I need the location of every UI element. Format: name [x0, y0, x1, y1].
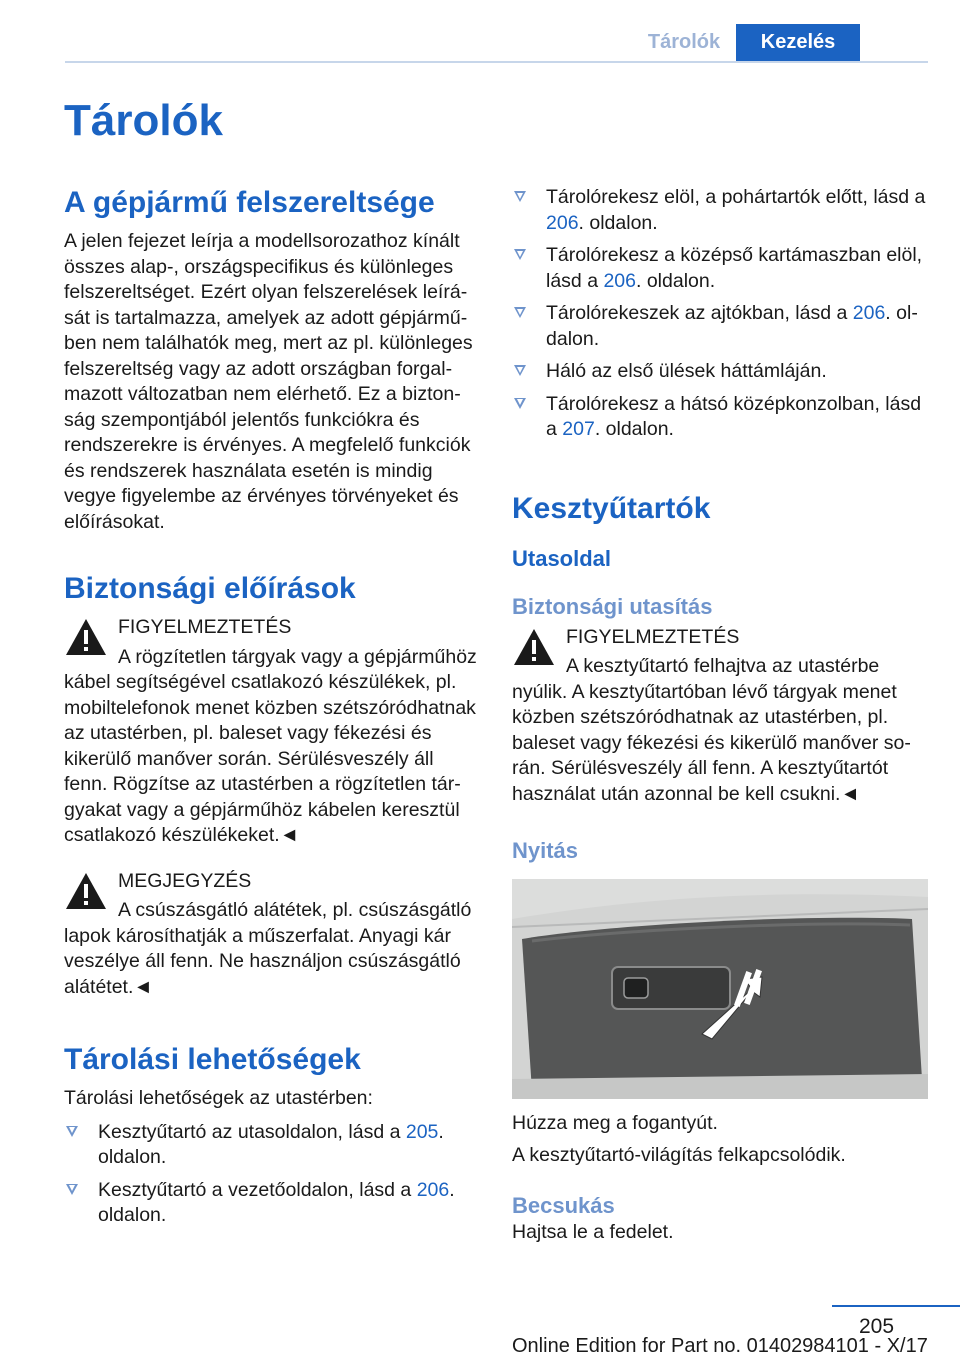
passenger-side-heading: Utasoldal — [512, 545, 612, 571]
page-number: 205 — [859, 1315, 895, 1338]
tab-chapter[interactable]: Kezelés — [736, 24, 860, 61]
page-title: Tárolók — [64, 96, 223, 145]
tab-section[interactable]: Tárolók — [647, 31, 721, 53]
left-column — [64, 185, 482, 1236]
warning-label: FIGYELMEZTETÉS — [566, 625, 740, 648]
warning-block — [64, 615, 482, 849]
safety-heading: Biztonsági előírások — [64, 572, 356, 605]
closing-heading: Becsukás — [512, 1193, 615, 1218]
bullet-triangle-icon — [514, 307, 526, 318]
bullet-triangle-icon — [514, 365, 526, 376]
list-item: Háló az első ülések háttámláján. — [512, 359, 930, 385]
storage-list-right — [512, 185, 930, 443]
closing-text: Hajtsa le a fedelet. — [512, 1221, 674, 1243]
equipment-paragraph: A jelen fejezet leírja a modellsorozathoz kínált összes alap-, országspecifikus és különleges felszereltséget. Ezért olyan felszerelések leírását is tartalmazza, amelyek az adott gépjárműben nem találhatók meg, mert az pl. különleges felszereltség vagy az adott országban forgalmazott változatban nem elérhető. Ez a biztonság szempontjából jelentős funkciókra és rendszerekre is érvényes. A megfelelő funkciók és rendszerek használata esetén is mindig vegye figyelembe az érvényes törvényeket és előírásokat. — [64, 230, 473, 533]
list-item: Kesztyűtartó az utasoldalon, lásd a 205. oldalon. — [64, 1120, 482, 1171]
glovebox-warning-block — [512, 625, 930, 808]
equipment-heading: A gépjármű felszereltsége — [64, 186, 435, 219]
storage-list-left — [64, 1120, 482, 1229]
bullet-triangle-icon — [66, 1126, 78, 1137]
list-item: Tárolórekesz a középső kartámaszban elöl, lásd a 206. oldalon. — [512, 243, 930, 294]
header-rule — [65, 61, 928, 63]
page-link[interactable]: 207 — [562, 418, 595, 440]
warning-triangle-icon — [512, 627, 556, 667]
opening-step-2: A kesztyűtartó-világítás felkapcsolódik. — [512, 1143, 846, 1166]
edition-footer: Online Edition for Part no. 01402984101 - X/17 — [512, 1335, 928, 1357]
warning-text: A rögzítetlen tárgyak vagy a gépjárműhöz kábel segítségével csatlakozó készülékek, pl. mobiltelefonok menet közben szétszóródhatnak az utastérben, pl. baleset vagy fékezési és kikerülő manőver során. Sérülésveszély áll fenn. Rögzítse az utastérben a rögzítetlen tárgyakat vagy a gépjárműhöz kábelen keresztül csatlakozó készülékeket.◄ — [64, 645, 477, 846]
storage-heading: Tárolási lehetőségek — [64, 1043, 361, 1076]
bullet-triangle-icon — [514, 398, 526, 409]
list-item: Tárolórekesz a hátsó középkonzolban, lásd a 207. oldalon. — [512, 392, 930, 443]
bullet-triangle-icon — [66, 1184, 78, 1195]
note-label: MEGJEGYZÉS — [118, 869, 252, 892]
footer-rule — [832, 1305, 960, 1307]
warning-text: A kesztyűtartó felhajtva az utastérbe nyúlik. A kesztyűtartóban lévő tárgyak menet közben szétszóródhatnak az utastérben, pl. baleset vagy fékezési és kikerülő manőver során. Sérülésveszély áll fenn. A kesztyűtartót használat után azonnal be kell csukni.◄ — [512, 655, 911, 805]
bullet-triangle-icon — [514, 191, 526, 202]
opening-heading: Nyitás — [512, 838, 579, 863]
note-block — [64, 869, 482, 1001]
glovebox-heading: Kesztyűtartók — [512, 491, 711, 525]
list-item: Kesztyűtartó a vezetőoldalon, lásd a 206. oldalon. — [64, 1178, 482, 1229]
opening-step-1: Húzza meg a fogantyút. — [512, 1112, 718, 1134]
list-item: Tárolórekeszek az ajtókban, lásd a 206. oldalon. — [512, 301, 930, 352]
bullet-triangle-icon — [514, 249, 526, 260]
glovebox-photo — [512, 879, 928, 1099]
note-text: A csúszásgátló alátétek, pl. csúszásgátló lapok károsíthatják a műszerfalat. Anyagi kár veszélye áll fenn. Ne használjon csúszásgátló alátétet.◄ — [64, 899, 472, 998]
page-link[interactable]: 206 — [416, 1178, 450, 1201]
page-link[interactable]: 206 — [546, 211, 579, 234]
safety-instruction-heading: Biztonsági utasítás — [512, 593, 713, 619]
note-triangle-icon — [64, 871, 108, 911]
list-item: Tárolórekesz elöl, a pohártartók előtt, lásd a 206. oldalon. — [512, 185, 930, 236]
page-link[interactable]: 205 — [405, 1120, 439, 1143]
warning-triangle-icon — [64, 617, 108, 657]
page-link[interactable]: 206 — [603, 269, 636, 292]
warning-label: FIGYELMEZTETÉS — [118, 616, 292, 638]
glovebox-illustration — [512, 879, 928, 1099]
page-link[interactable]: 206 — [852, 302, 886, 324]
right-column — [512, 185, 930, 1246]
storage-intro: Tárolási lehetőségek az utastérben: — [64, 1087, 373, 1109]
